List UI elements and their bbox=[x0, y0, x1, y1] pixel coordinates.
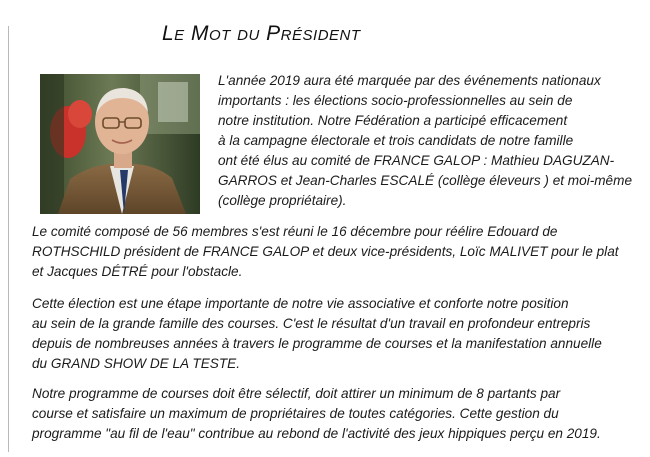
text-line: Notre programme de courses doit être sélectif, doit attirer un minimum de 8 partants par bbox=[32, 386, 561, 401]
text-line: Le comité composé de 56 membres s'est réuni le 16 décembre pour réélire Edouard de bbox=[32, 224, 558, 239]
left-margin-rule bbox=[8, 26, 9, 452]
text-line: importants : les élections socio-professionnelles au sein de bbox=[218, 93, 573, 108]
text-line: programme "au fil de l'eau" contribue au rebond de l'activité des jeux hippiques perçu en 2019. bbox=[32, 426, 601, 441]
text-line: GARROS et Jean-Charles ESCALÉ (collège éleveurs ) et moi-même bbox=[218, 173, 633, 188]
text-line: à la campagne électorale et trois candidats de notre famille bbox=[218, 133, 574, 148]
text-line: et Jacques DÉTRÉ pour l'obstacle. bbox=[32, 264, 243, 279]
portrait-photo-icon bbox=[40, 74, 200, 214]
text-line: depuis de nombreuses années à travers le programme de courses et la manifestation annuelle bbox=[32, 336, 602, 351]
text-line: L'année 2019 aura été marquée par des événements nationaux bbox=[218, 73, 601, 88]
text-line: course et satisfaire un maximum de propriétaires de toutes catégories. Cette gestion du bbox=[32, 406, 559, 421]
paragraph-committee bbox=[32, 222, 628, 282]
text-line: notre institution. Notre Fédération a participé efficacement bbox=[218, 113, 568, 128]
paragraph-intro bbox=[218, 71, 633, 211]
text-line: ont été élus au comité de FRANCE GALOP : Mathieu DAGUZAN- bbox=[218, 153, 615, 168]
text-line: Cette élection est une étape importante de notre vie associative et conforte notre position bbox=[32, 296, 569, 311]
text-line: ROTHSCHILD président de FRANCE GALOP et deux vice-présidents, Loïc MALIVET pour le plat bbox=[32, 244, 619, 259]
text-line: au sein de la grande famille des courses. C'est le résultat d'un travail en profondeur entrepris bbox=[32, 316, 591, 331]
page-title: Le Mot du Président bbox=[162, 22, 361, 45]
text-line: (collège propriétaire). bbox=[218, 193, 347, 208]
president-portrait-photo bbox=[40, 74, 200, 214]
text-line: du GRAND SHOW DE LA TESTE. bbox=[32, 356, 240, 371]
paragraph-programme bbox=[32, 384, 628, 444]
paragraph-election bbox=[32, 294, 628, 374]
